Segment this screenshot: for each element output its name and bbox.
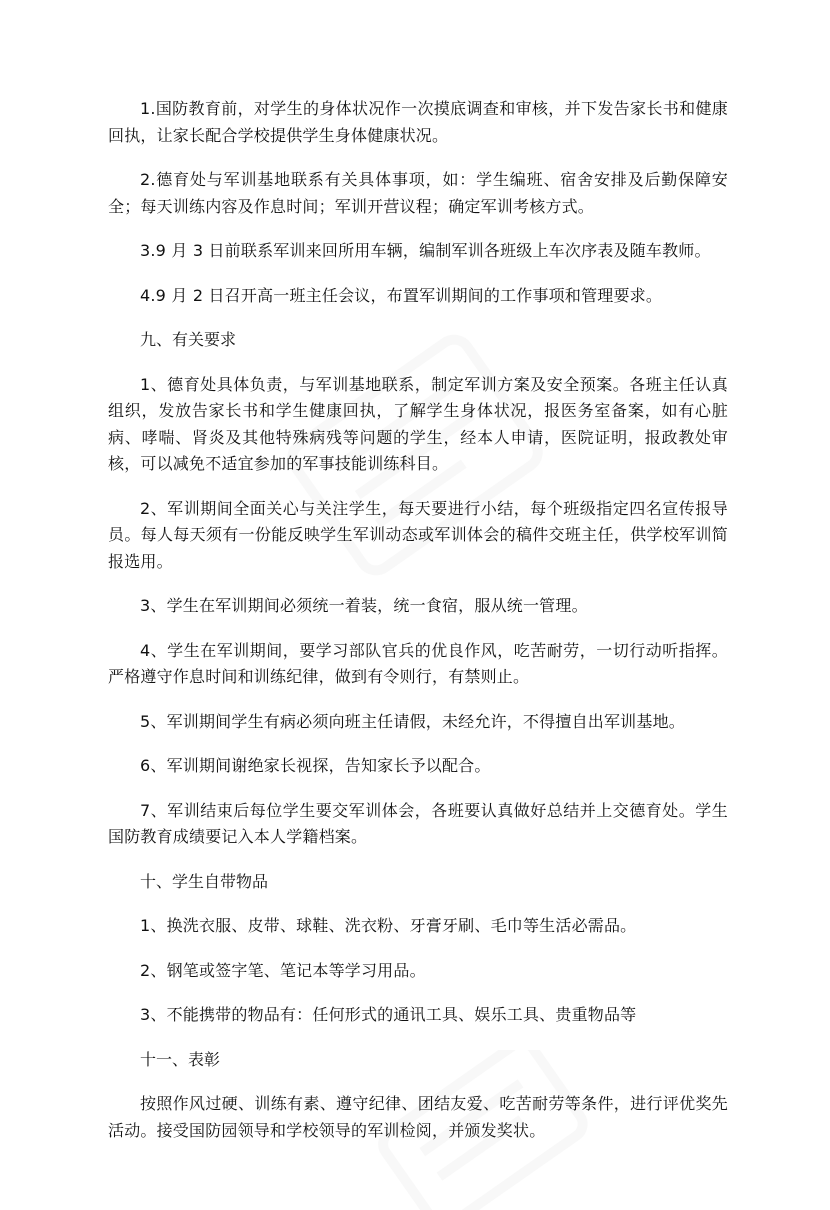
paragraph-prep-item-1: 1.国防教育前，对学生的身体状况作一次摸底调查和审核，并下发告家长书和健康回执，让家长配合学校提供学生身体健康状况。	[108, 99, 728, 145]
paragraph-requirement-7: 7、军训结束后每位学生要交军训体会，各班要认真做好总结并上交德育处。学生国防教育成绩要记入本人学籍档案。	[108, 800, 728, 846]
paragraph-prep-item-2: 2.德育处与军训基地联系有关具体事项，如：学生编班、宿舍安排及后勤保障安全；每天训练内容及作息时间；军训开营议程；确定军训考核方式。	[108, 170, 728, 216]
paragraph-prep-item-3: 3.9 月 3 日前联系军训来回所用车辆，编制军训各班级上车次序表及随车教师。	[140, 241, 711, 260]
paragraph-requirement-6: 6、军训期间谢绝家长视探，告知家长予以配合。	[140, 756, 491, 775]
section-heading-requirements: 九、有关要求	[140, 330, 237, 349]
paragraph-supply-1: 1、换洗衣服、皮带、球鞋、洗衣粉、牙膏牙刷、毛巾等生活必需品。	[140, 916, 637, 935]
paragraph-prep-item-4: 4.9 月 2 日召开高一班主任会议，布置军训期间的工作事项和管理要求。	[140, 285, 663, 305]
document-body	[108, 96, 728, 1162]
paragraph-requirement-2: 2、军训期间全面关心与关注学生，每天要进行小结，每个班级指定四名宣传报导员。每人每天须有一份能反映学生军训动态或军训体会的稿件交班主任，供学校军训简报选用。	[108, 498, 728, 571]
paragraph-requirement-5: 5、军训期间学生有病必须向班主任请假，未经允许，不得擅自出军训基地。	[140, 711, 685, 731]
paragraph-commendation: 按照作风过硬、训练有素、遵守纪律、团结友爱、吃苦耐劳等条件，进行评优奖先活动。接受国防园领导和学校领导的军训检阅，并颁发奖状。	[108, 1094, 728, 1140]
section-heading-supplies: 十、学生自带物品	[140, 871, 269, 891]
section-heading-commendation: 十一、表彰	[140, 1049, 221, 1069]
paragraph-requirement-1: 1、德育处具体负责，与军训基地联系，制定军训方案及安全预案。各班主任认真组织，发放告家长书和学生健康回执，了解学生身体状况，报医务室备案，如有心脏病、哮喘、肾炎及其他特殊病残等问题的学生，经本人申请，医院证明，报政教处审核，可以减免不适宜参加的军事技能训练科目。	[108, 374, 728, 473]
paragraph-supply-2: 2、钢笔或签字笔、笔记本等学习用品。	[140, 960, 426, 980]
paragraph-requirement-3: 3、学生在军训期间必须统一着装，统一食宿，服从统一管理。	[140, 596, 588, 615]
paragraph-requirement-4: 4、学生在军训期间，要学习部队官兵的优良作风，吃苦耐劳，一切行动听指挥。严格遵守作息时间和训练纪律，做到有令则行，有禁则止。	[108, 640, 728, 686]
paragraph-supply-3: 3、不能携带的物品有：任何形式的通讯工具、娱乐工具、贵重物品等	[140, 1005, 637, 1024]
